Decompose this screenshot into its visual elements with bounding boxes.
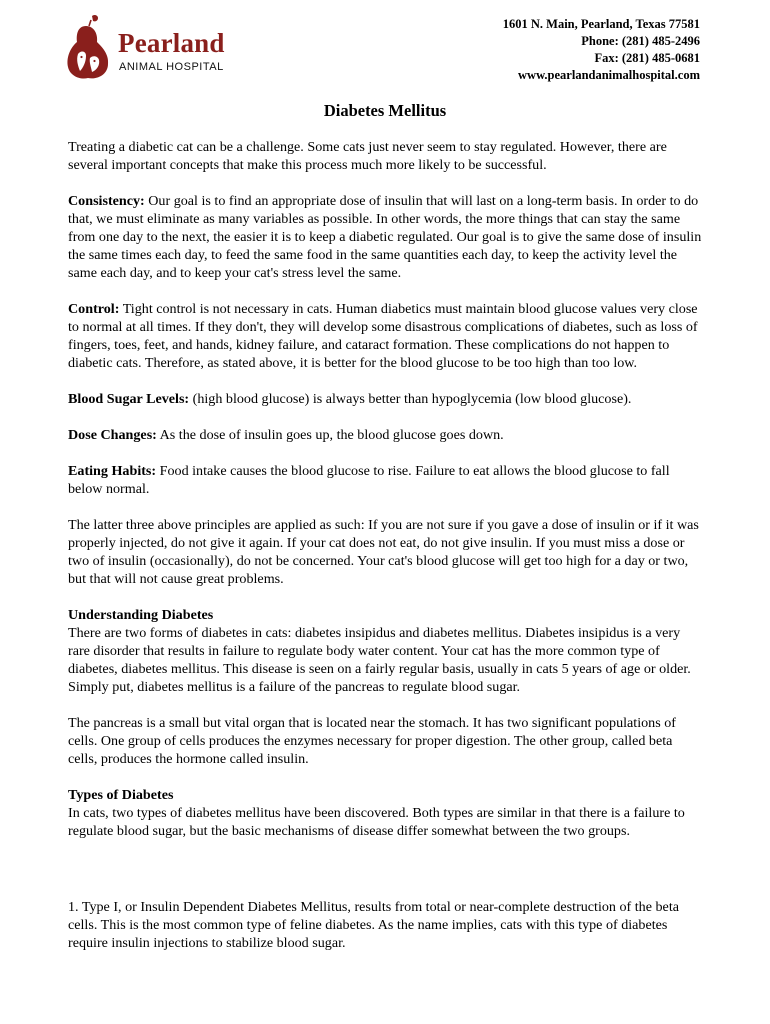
blood-sugar-label: Blood Sugar Levels: — [68, 391, 190, 407]
eating-habits-text: Food intake causes the blood glucose to rise. Failure to eat allows the blood glucose to fall below normal. — [68, 463, 670, 497]
dose-changes-text: As the dose of insulin goes up, the blood glucose goes down. — [156, 427, 504, 443]
pear-pet-logo-icon — [64, 14, 110, 80]
logo-subtitle: ANIMAL HOSPITAL — [119, 61, 224, 73]
hospital-logo — [64, 14, 264, 84]
consistency-text: Our goal is to find an appropriate dose of insulin that will last on a long-term basis. In order to do that, we must eliminate as many variables as possible. In other words, the more things that can stay the same from one day to the next, the easier it is to keep a diabetic regulated. Our goal is to give the same dose of insulin the same times each day, to feed the same food in the same quantities each day, to keep the activity level the same each day, and to keep your cat's stress level the same. — [68, 193, 702, 281]
understanding-text: There are two forms of diabetes in cats: diabetes insipidus and diabetes mellitus. Diabetes insipidus is a very rare disorder that results in failure to regulate body water content. Your cat has the more common type of diabetes, diabetes mellitus. This disease is seen on a fairly regular basis, usually in cats 5 years of age or older. Simply put, diabetes mellitus is a failure of the pancreas to regulate blood sugar. — [68, 625, 691, 695]
document-body — [68, 138, 704, 970]
address: 1601 N. Main, Pearland, Texas 77581 — [502, 17, 700, 31]
control-text: Tight control is not necessary in cats. Human diabetics must maintain blood glucose values very close to normal at all times. If they don't, they will develop some disastrous complications of diabetes, such as loss of fingers, toes, feet, and hands, kidney failure, and cataract formation. These complications do not happen to diabetic cats. Therefore, as stated above, it is better for the blood glucose to be too high than too low. — [68, 301, 698, 371]
principles-paragraph: The latter three above principles are applied as such: If you are not sure if you gave a dose of insulin or if it was properly injected, do not give it again. If your cat does not eat, do not give insulin. If you must miss a dose or two of insulin (occasionally), do not be concerned. Your cat's blood glucose will get too high for a day or two, but that will not cause great problems. — [68, 517, 699, 587]
pancreas-paragraph: The pancreas is a small but vital organ that is located near the stomach. It has two significant populations of cells. One group of cells produces the enzymes necessary for proper digestion. The other group, called beta cells, produces the hormone called insulin. — [68, 715, 676, 767]
contact-block — [503, 16, 700, 84]
document-title: Diabetes Mellitus — [323, 101, 447, 120]
consistency-label: Consistency: — [68, 193, 145, 209]
blood-sugar-paragraph — [68, 390, 704, 408]
control-label: Control: — [68, 301, 120, 317]
understanding-section — [68, 606, 704, 696]
understanding-heading: Understanding Diabetes — [68, 607, 214, 623]
logo-name: Pearland — [118, 28, 225, 58]
blood-sugar-text: (high blood glucose) is always better than hypoglycemia (low blood glucose). — [189, 391, 632, 407]
eating-habits-label: Eating Habits: — [68, 463, 157, 479]
type-one-paragraph: 1. Type I, or Insulin Dependent Diabetes Mellitus, results from total or near-complete destruction of the beta cells. This is the most common type of feline diabetes. As the name implies, cats with this type of diabetes require insulin injections to stabilize blood sugar. — [68, 899, 679, 951]
consistency-paragraph — [68, 192, 704, 282]
phone: Phone: (281) 485-2496 — [581, 34, 700, 48]
types-section — [68, 786, 704, 840]
eating-habits-paragraph — [68, 462, 704, 498]
website: www.pearlandanimalhospital.com — [518, 68, 700, 82]
fax: Fax: (281) 485-0681 — [594, 51, 700, 65]
dose-changes-label: Dose Changes: — [68, 427, 157, 443]
control-paragraph — [68, 300, 704, 372]
types-text: In cats, two types of diabetes mellitus have been discovered. Both types are similar in that there is a failure to regulate blood sugar, but the basic mechanisms of disease differ somewhat between the two groups. — [68, 805, 685, 839]
dose-changes-paragraph — [68, 426, 704, 444]
types-heading: Types of Diabetes — [68, 787, 174, 803]
intro-paragraph: Treating a diabetic cat can be a challenge. Some cats just never seem to stay regulated. However, there are several important concepts that make this process much more likely to be successful. — [68, 139, 667, 173]
